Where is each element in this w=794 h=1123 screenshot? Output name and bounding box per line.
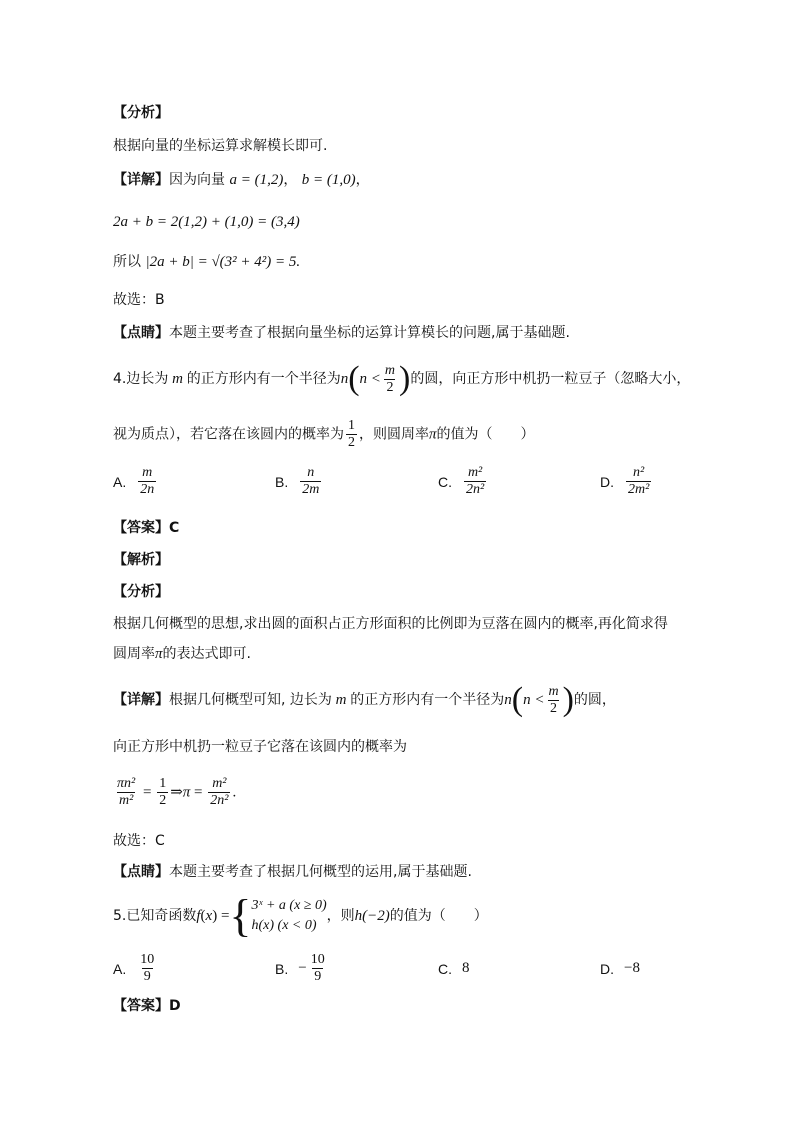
q5-answer-line [113, 996, 181, 1016]
case-1: 3ˣ + a (x ≥ 0) [251, 898, 327, 913]
q5-option-d [600, 960, 640, 977]
q4-xiangjie-line-2: 向正方形中机扔一粒豆子它落在该圆内的概率为 [113, 739, 407, 755]
fx-paren: ( [200, 908, 206, 924]
calc2: |2a + b| = √(3² + 4²) = 5. [145, 254, 301, 270]
suoyi: 所以 [113, 254, 141, 270]
opt-sign: − [298, 960, 307, 976]
fx-paren: ) = [212, 908, 230, 924]
opt-label: C. [438, 473, 452, 490]
pi-symbol: π [182, 784, 191, 801]
q4-fenxi-text-2 [113, 644, 251, 664]
eq-sign: = [139, 784, 156, 801]
q5-stem-a: 5.已知奇函数 [113, 908, 197, 924]
q4-stem-line-2 [113, 418, 535, 451]
q5-option-b [275, 952, 329, 985]
opt-den: 2n [140, 482, 155, 497]
frac-pin2-m2: $\frac{\text{πn²}}{\text{m²}}$ [117, 776, 136, 808]
q4-equation [113, 776, 236, 809]
q4-answer-line [113, 518, 179, 538]
q4-fenxi-text-1: 根据几何概型的思想,求出圆的面积占正方形面积的比例即为豆落在圆内的概率,再化简求得 [113, 616, 668, 632]
q4-option-d [600, 465, 653, 498]
opt-value: −8 [624, 960, 640, 976]
vec-b: b = (1,0) [301, 172, 356, 188]
case-2: h(x) (x < 0) [251, 918, 317, 933]
q4-stem-2b: ，则圆周率 [359, 426, 429, 443]
opt-frac [138, 465, 156, 498]
answer-tag: 【答案】 [113, 520, 169, 536]
frac-half: $\frac{1}{2}$ [348, 418, 355, 450]
opt-den: 2n² [466, 482, 485, 497]
calc-line-2 [113, 252, 300, 272]
opt-frac [464, 465, 486, 498]
opt-num: 10 [310, 952, 325, 967]
var-n: n [504, 692, 512, 708]
cond-n: n < [523, 692, 545, 708]
var-n: n [340, 371, 349, 387]
opt-den: 9 [314, 969, 322, 984]
q5-stem-c: 的值为（ ） [389, 908, 488, 924]
q5-stem-b: ，则 [326, 908, 355, 924]
q4-stem-2a: 视为质点），若它落在该圆内的概率为 [113, 426, 344, 443]
fenxi-2b: 的表达式即可. [162, 646, 251, 662]
q4-option-a [113, 465, 158, 498]
q4-option-c [438, 465, 488, 498]
opt-num: n² [633, 465, 645, 480]
fx-var: x [205, 908, 213, 924]
opt-label: A. [113, 473, 127, 490]
opt-frac [300, 465, 321, 498]
fenxi-2a: 圆周率 [113, 646, 155, 662]
answer-value: D [169, 998, 181, 1014]
opt-num: n [307, 465, 315, 480]
opt-label: D. [600, 473, 614, 490]
opt-frac [138, 952, 156, 985]
dianjing-text: 本题主要考查了根据几何概型的运用,属于基础题. [169, 864, 472, 880]
q5-option-a [113, 952, 158, 985]
h-neg2: h(−2) [354, 908, 390, 924]
opt-frac [626, 465, 651, 498]
frac-half: $\frac{1}{2}$ [159, 776, 167, 808]
q4-xiangjie-line-1 [113, 683, 616, 717]
frac-m2-2n2: $\frac{\text{m²}}{\text{2n²}}$ [210, 776, 229, 808]
opt-label: D. [600, 960, 614, 977]
frac-m-2: $\frac{m}{2}$ [548, 683, 559, 716]
frac-m-2: $\frac{m}{2}$ [384, 362, 396, 395]
xiangjie-1a: 根据几何概型可知, 边长为 [169, 692, 332, 708]
q4-stem-1a: 4.边长为 [113, 371, 169, 387]
q4-jiexi-tag: 【解析】 [113, 552, 169, 568]
opt-label: B. [275, 960, 289, 977]
var-m: m [331, 692, 351, 708]
paren-close: ) [562, 681, 574, 718]
opt-num: m² [467, 465, 483, 480]
q4-dianjing-line [113, 862, 472, 882]
dianjing-tag: 【点睛】 [113, 325, 169, 341]
xiangjie-text: 因为向量 [169, 172, 225, 188]
fenxi-text-1: 根据向量的坐标运算求解模长即可. [113, 138, 328, 154]
opt-den: 2m [302, 482, 320, 497]
answer-tag: 【答案】 [113, 998, 169, 1014]
pi-symbol: π [429, 426, 437, 443]
calc-line-1: 2a + b = 2(1,2) + (1,0) = (3,4) [113, 214, 300, 230]
opt-label: B. [275, 473, 289, 490]
fx-label: f [196, 908, 201, 924]
paren-open: ( [511, 681, 524, 718]
q5-option-c [438, 960, 470, 977]
q4-option-b [275, 465, 323, 498]
q4-stem-1b: 的正方形内有一个半径为 [186, 371, 341, 387]
cond-n: n < [359, 371, 381, 387]
opt-label: A. [113, 960, 127, 977]
paren-open: ( [348, 360, 360, 397]
opt-num: m [142, 465, 153, 480]
xiangjie-tag: 【详解】 [113, 692, 169, 708]
brace-icon: { [229, 890, 252, 941]
var-m: m [168, 371, 187, 387]
xiangjie-tag: 【详解】 [113, 172, 169, 188]
dianjing-tag: 【点睛】 [113, 864, 169, 880]
fenxi-tag: 【分析】 [113, 105, 169, 121]
xiangjie-1b: 的正方形内有一个半径为 [350, 692, 505, 708]
opt-frac [309, 952, 327, 985]
opt-label: C. [438, 960, 452, 977]
xiangjie-1c: 的圆， [573, 692, 616, 708]
opt-value: 8 [462, 960, 470, 976]
q4-fenxi-tag: 【分析】 [113, 584, 169, 600]
period: . [232, 784, 237, 801]
pi-symbol: π [155, 646, 163, 662]
guxuan-1: 故选：B [113, 292, 165, 308]
q4-stem-1c: 的圆，向正方形中机扔一粒豆子（忽略大小， [410, 371, 691, 387]
opt-den: 2m² [628, 482, 650, 497]
implies: ⇒ [170, 784, 183, 801]
xiangjie-line-1: 【详解】因为向量 a = (1,2)， b = (1,0)， [113, 172, 370, 188]
q4-stem-2c: 的值为（ ） [436, 426, 535, 443]
q4-guxuan: 故选：C [113, 833, 165, 849]
q4-stem-line-1 [113, 362, 690, 396]
opt-den: 9 [143, 969, 151, 984]
answer-value: C [169, 520, 180, 536]
opt-num: 10 [140, 952, 155, 967]
dianjing-text: 本题主要考查了根据向量坐标的运算计算模长的问题,属于基础题. [169, 325, 570, 341]
vec-a: a = (1,2) [229, 172, 284, 188]
fenxi-line-1 [113, 103, 169, 123]
dianjing-line-1 [113, 323, 570, 343]
piecewise-cases [252, 896, 327, 936]
q5-stem [113, 890, 488, 941]
eq-sign: = [190, 784, 207, 801]
paren-close: ) [399, 360, 411, 397]
